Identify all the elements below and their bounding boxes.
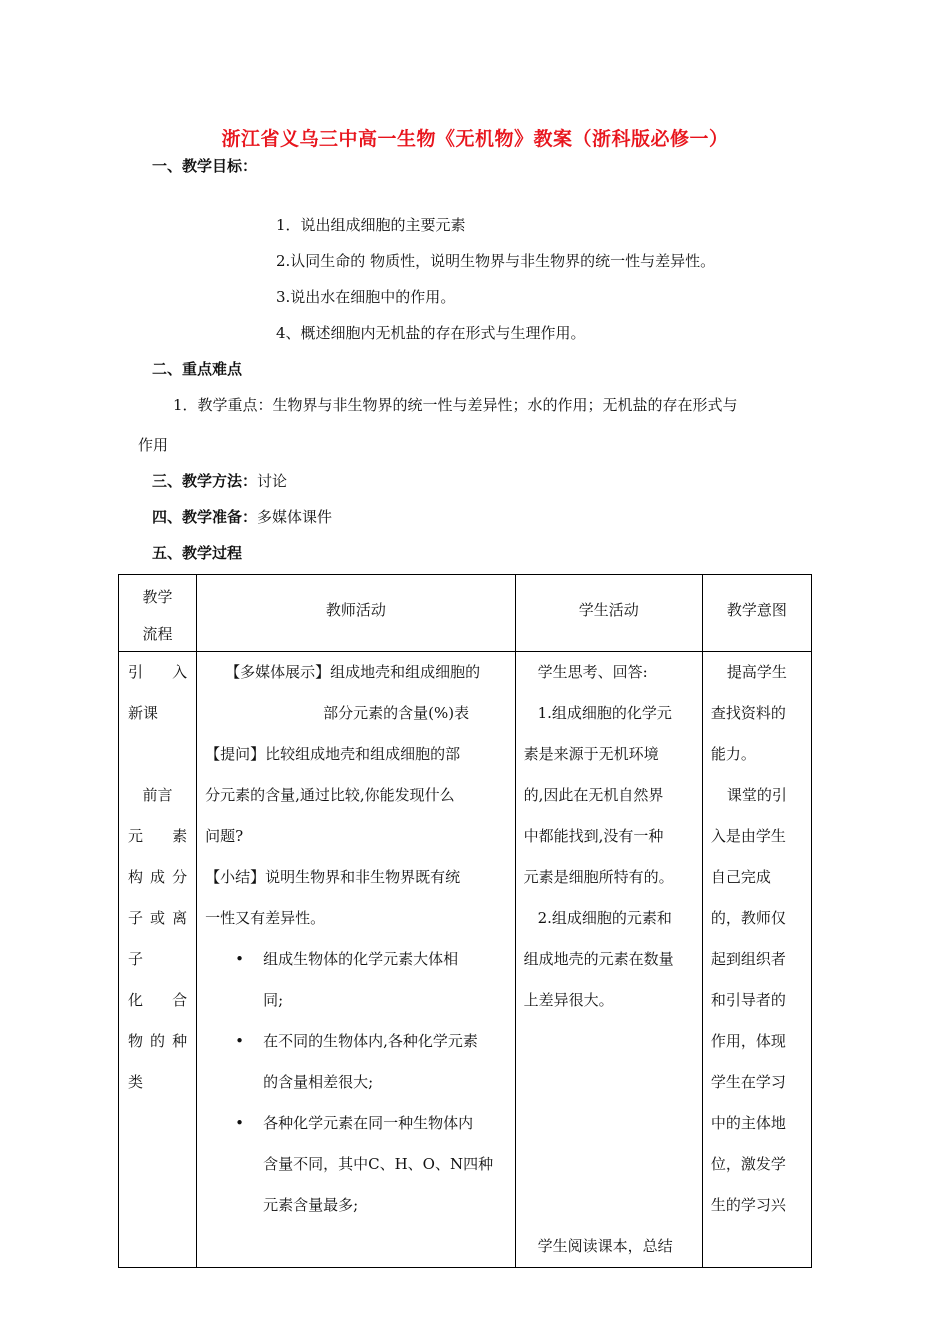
- student-line: 元素是细胞所特有的。: [523, 868, 674, 886]
- teacher-line: 问题?: [205, 827, 244, 845]
- student-line: [524, 1185, 694, 1226]
- flow-line: 物的种: [128, 1032, 188, 1050]
- table-header-row: [119, 575, 812, 652]
- teacher-line: 一性又有差异性。: [205, 909, 326, 927]
- teacher-line: 【提问】比较组成地壳和组成细胞的部: [205, 745, 461, 763]
- teacher-line: 【小结】说明生物界和非生物界既有统: [205, 868, 461, 886]
- header-flow-line1: 教学: [142, 588, 173, 606]
- flow-line: 类: [128, 1073, 144, 1091]
- bullet-line: • 组成生物体的化学元素大体相: [263, 950, 459, 968]
- keypoint-line-2: 作用: [138, 436, 169, 454]
- student-line: 的,因此在无机自然界: [523, 786, 664, 804]
- intent-line: 提高学生: [726, 663, 787, 681]
- student-line: 上差异很大。: [523, 991, 614, 1009]
- method-value: 讨论: [257, 472, 288, 490]
- flow-line: 子或离: [128, 909, 188, 927]
- flow-line: 引 入: [128, 663, 188, 681]
- prep-line: [152, 506, 332, 527]
- intent-line: 中的主体地: [710, 1114, 786, 1132]
- student-line: 素是来源于无机环境: [523, 745, 659, 763]
- student-line: 1.组成细胞的化学元: [537, 704, 672, 722]
- objectives-heading: 一、教学目标：: [152, 157, 258, 175]
- document-title: 浙江省义乌三中高一生物《无机物》教案（浙科版必修一）: [221, 128, 729, 150]
- intent-line: 能力。: [710, 745, 756, 763]
- teacher-cell: [197, 652, 515, 1268]
- intent-line: 学生在学习: [710, 1073, 786, 1091]
- method-heading: 三、教学方法：: [152, 472, 258, 490]
- method-line: [152, 470, 287, 491]
- bullet-line: 元素含量最多;: [263, 1196, 359, 1214]
- student-line: [524, 1144, 694, 1185]
- teacher-line: 【多媒体展示】组成地壳和组成细胞的: [225, 663, 481, 681]
- student-line: 学生思考、回答:: [537, 663, 648, 681]
- flow-line: 构成分: [128, 868, 188, 886]
- keypoint-line-1: 1．教学重点：生物界与非生物界的统一性与差异性；水的作用；无机盐的存在形式与: [173, 396, 738, 414]
- student-line: 学生阅读课本，总结: [537, 1237, 673, 1255]
- student-line: 组成地壳的元素在数量: [523, 950, 674, 968]
- student-line: [524, 1062, 694, 1103]
- intent-line: 作用，体现: [710, 1032, 786, 1050]
- intent-line: 位，激发学: [710, 1155, 786, 1173]
- list-item: [205, 1103, 506, 1226]
- student-cell: [515, 652, 702, 1268]
- intent-line: 起到组织者: [710, 950, 786, 968]
- intent-line: 的，教师仅: [710, 909, 786, 927]
- header-flow: [119, 575, 197, 652]
- list-item: [205, 1021, 506, 1103]
- header-student: 学生活动: [515, 575, 702, 652]
- process-heading: 五、教学过程: [152, 544, 243, 562]
- flow-line: 新课: [128, 704, 159, 722]
- bullet-line: 同;: [263, 991, 284, 1009]
- process-table: [118, 574, 812, 1268]
- header-flow-line2: 流程: [142, 625, 173, 643]
- flow-cell: [119, 652, 197, 1268]
- flow-line: [128, 734, 187, 775]
- objective-item-2: 2.认同生命的 物质性，说明生物界与非生物界的统一性与差异性。: [276, 252, 716, 270]
- intent-line: 入是由学生: [710, 827, 786, 845]
- bullet-line: • 各种化学元素在同一种生物体内: [263, 1114, 474, 1132]
- intent-line: 自己完成: [710, 868, 771, 886]
- flow-line: 元 素: [128, 827, 188, 845]
- bullet-line: 的含量相差很大;: [263, 1073, 374, 1091]
- flow-line: 子: [128, 950, 144, 968]
- flow-line: 化 合: [128, 991, 188, 1009]
- student-line: [524, 1021, 694, 1062]
- header-teacher: 教师活动: [197, 575, 515, 652]
- prep-value: 多媒体课件: [257, 508, 333, 526]
- objective-item-1: 1．说出组成细胞的主要元素: [276, 216, 466, 234]
- objective-item-4: 4、概述细胞内无机盐的存在形式与生理作用。: [276, 324, 586, 342]
- intent-line: 课堂的引: [726, 786, 787, 804]
- flow-line: 前言: [142, 786, 173, 804]
- intent-line: 生的学习兴: [710, 1196, 786, 1214]
- teacher-line: 部分元素的含量(%)表: [323, 704, 470, 722]
- student-line: 2.组成细胞的元素和: [537, 909, 672, 927]
- list-item: [205, 939, 506, 1021]
- student-line: 中都能找到,没有一种: [523, 827, 664, 845]
- keypoints-heading: 二、重点难点: [152, 360, 243, 378]
- teacher-line: 分元素的含量,通过比较,你能发现什么: [205, 786, 455, 804]
- header-intent: 教学意图: [702, 575, 811, 652]
- intent-line: 和引导者的: [710, 991, 786, 1009]
- intent-cell: [702, 652, 811, 1268]
- bullet-line: 含量不同，其中C、H、O、N四种: [263, 1155, 494, 1173]
- prep-heading: 四、教学准备：: [152, 508, 258, 526]
- objective-item-3: 3.说出水在细胞中的作用。: [276, 288, 456, 306]
- intent-line: 查找资料的: [710, 704, 786, 722]
- student-line: [524, 1103, 694, 1144]
- table-row: [119, 652, 812, 1268]
- bullet-line: • 在不同的生物体内,各种化学元素: [263, 1032, 478, 1050]
